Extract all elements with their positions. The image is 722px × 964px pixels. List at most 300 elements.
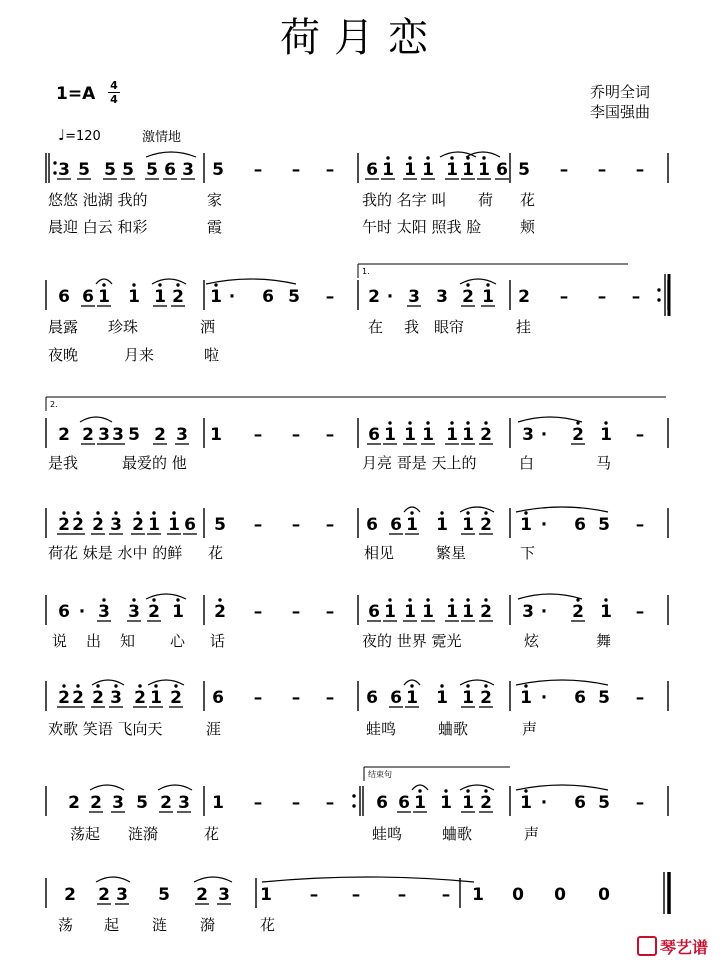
octave-dot (657, 288, 660, 291)
note: – (351, 885, 361, 905)
octave-dot (524, 511, 527, 514)
note: 1 (212, 793, 224, 813)
octave-dot (484, 684, 487, 687)
lyric-text: 起 (104, 916, 120, 934)
note: 1 (98, 287, 110, 307)
note: 5 (598, 793, 610, 813)
octave-dot (524, 789, 527, 792)
note: 6 (262, 287, 274, 307)
note: 6 (164, 160, 176, 180)
note: 1 (150, 688, 162, 708)
note: 1 (520, 793, 532, 813)
slur (152, 279, 186, 284)
octave-dot (152, 511, 155, 514)
slur (516, 785, 608, 790)
note: 2 (92, 688, 104, 708)
note: 2 (368, 287, 380, 307)
note: – (635, 688, 645, 708)
note: – (291, 602, 301, 622)
lyric-text: 下 (520, 544, 536, 562)
lyric-text: 花 (208, 544, 224, 562)
octave-dot (388, 598, 391, 601)
octave-dot (440, 511, 443, 514)
octave-dot (62, 684, 65, 687)
note: 3 (110, 688, 122, 708)
note: 2 (64, 885, 76, 905)
lyric-text: 在 (368, 318, 384, 336)
note: 6 (376, 793, 388, 813)
note: – (291, 160, 301, 180)
note: 2 (214, 602, 226, 622)
note: 1 (600, 602, 612, 622)
note: 1 (406, 688, 418, 708)
note: 6 (58, 287, 70, 307)
note: 3 (116, 885, 128, 905)
page-title: 荷月恋 (280, 15, 442, 61)
octave-dot (96, 684, 99, 687)
octave-dot (62, 511, 65, 514)
note: 2 (98, 885, 110, 905)
octave-dot (102, 598, 105, 601)
lyric-text: 荷花 妹是 水中 的鲜 (48, 544, 183, 562)
octave-dot (138, 684, 141, 687)
lyric-text: 颊 (520, 218, 536, 236)
lyric-text: 霞 (207, 218, 223, 236)
note: 3 (98, 602, 110, 622)
note: 2 (480, 425, 492, 445)
note: – (325, 287, 335, 307)
note: – (325, 688, 335, 708)
octave-dot (576, 421, 579, 424)
note: · (228, 287, 236, 307)
lyric-text: 啦 (204, 346, 220, 364)
octave-dot (426, 156, 429, 159)
octave-dot (466, 421, 469, 424)
note: 2 (72, 688, 84, 708)
note: 3 (178, 793, 190, 813)
lyric-text: 夜晚 (48, 346, 79, 364)
note: 1 (446, 425, 458, 445)
octave-dot (444, 789, 447, 792)
note: 2 (572, 602, 584, 622)
note: 6 (368, 425, 380, 445)
lyric-text: 漪 (200, 916, 216, 934)
note: 2 (68, 793, 80, 813)
slur (262, 877, 474, 882)
note: – (309, 885, 319, 905)
note: 2 (72, 515, 84, 535)
slur (460, 279, 496, 284)
note: 2 (58, 425, 70, 445)
note: 1 (482, 287, 494, 307)
note: 5 (598, 688, 610, 708)
note: 1 (462, 602, 474, 622)
slur (92, 680, 124, 685)
note: · (540, 688, 548, 708)
lyric-text: 相见 (364, 544, 395, 562)
note: 2 (148, 602, 160, 622)
slur (404, 680, 420, 685)
note: 2 (480, 688, 492, 708)
slur (194, 877, 232, 882)
octave-dot (450, 598, 453, 601)
note: · (78, 602, 86, 622)
note: – (325, 515, 335, 535)
slur (460, 507, 494, 512)
octave-dot (466, 684, 469, 687)
note: 2 (170, 688, 182, 708)
lyric-text: 夜的 世界 霓光 (362, 632, 462, 650)
slur (148, 680, 184, 685)
note: 1 (422, 425, 434, 445)
octave-dot (484, 421, 487, 424)
octave-dot (53, 161, 56, 164)
note: 0 (512, 885, 524, 905)
note: 2 (172, 287, 184, 307)
note: 1 (472, 885, 484, 905)
octave-dot (352, 804, 355, 807)
note: 3 (128, 602, 140, 622)
time-bottom: 4 (110, 93, 118, 106)
octave-dot (410, 684, 413, 687)
note: – (635, 793, 645, 813)
note: 5 (518, 160, 530, 180)
note: 1 (384, 602, 396, 622)
note: 1 (462, 688, 474, 708)
octave-dot (174, 684, 177, 687)
lyric-text: 眼帘 (434, 318, 465, 336)
slur (158, 785, 192, 790)
note: 1 (404, 160, 416, 180)
note: 1 (384, 425, 396, 445)
note: 6 (368, 602, 380, 622)
lyricist: 乔明全词 (590, 83, 651, 101)
note: – (291, 425, 301, 445)
lyric-text: 洒 (200, 318, 216, 336)
note: · (540, 793, 548, 813)
note: 6 (574, 688, 586, 708)
octave-dot (154, 684, 157, 687)
slur (80, 417, 112, 422)
note: – (253, 688, 263, 708)
note: – (597, 287, 607, 307)
note: 1 (404, 425, 416, 445)
lyric-text: 月亮 哥是 天上的 (362, 454, 477, 472)
note: 2 (480, 515, 492, 535)
note: – (441, 885, 451, 905)
note: – (325, 602, 335, 622)
lyric-text: 挂 (516, 318, 532, 336)
octave-dot (486, 283, 489, 286)
tempo-marking: ♩=120 (58, 126, 101, 144)
octave-dot (53, 171, 56, 174)
octave-dot (386, 156, 389, 159)
note: 6 (366, 515, 378, 535)
octave-dot (132, 598, 135, 601)
note: 1 (414, 793, 426, 813)
slur (96, 877, 130, 882)
note: – (253, 793, 263, 813)
lyric-text: 是我 (48, 454, 79, 472)
note: 0 (554, 885, 566, 905)
note: 3 (112, 425, 124, 445)
octave-dot (450, 421, 453, 424)
slur (518, 417, 582, 422)
lyric-text: 最爱的 他 (122, 454, 187, 472)
octave-dot (76, 511, 79, 514)
note: – (635, 425, 645, 445)
note: 5 (136, 793, 148, 813)
note: 6 (398, 793, 410, 813)
lyric-text: 话 (210, 632, 226, 650)
octave-dot (152, 598, 155, 601)
watermark-logo: 琴艺谱 (637, 935, 708, 958)
note: 2 (518, 287, 530, 307)
note: 1 (462, 160, 474, 180)
octave-dot (426, 598, 429, 601)
note: 1 (422, 160, 434, 180)
note: · (386, 287, 394, 307)
slur (146, 594, 186, 599)
octave-dot (418, 789, 421, 792)
note: 2 (572, 425, 584, 445)
slur (412, 785, 428, 790)
note: 1 (168, 515, 180, 535)
note: – (635, 602, 645, 622)
note: 2 (480, 602, 492, 622)
note: – (559, 160, 569, 180)
octave-dot (482, 156, 485, 159)
note: · (540, 425, 548, 445)
note: 6 (58, 602, 70, 622)
slur (460, 680, 494, 685)
lyric-text: 午时 太阳 照我 脸 (362, 218, 482, 236)
slur (518, 594, 582, 599)
octave-dot (102, 283, 105, 286)
note: 5 (104, 160, 116, 180)
octave-dot (176, 598, 179, 601)
octave-dot (408, 156, 411, 159)
logo-icon (637, 936, 657, 956)
composer: 李国强曲 (590, 103, 651, 121)
note: 1 (148, 515, 160, 535)
lyric-text: 蛐歌 (438, 720, 469, 738)
volta-2-label: 2. (50, 400, 58, 409)
octave-dot (484, 789, 487, 792)
note: 1 (600, 425, 612, 445)
note: 2 (58, 515, 70, 535)
lyric-text: 声 (522, 720, 538, 738)
octave-dot (408, 598, 411, 601)
note: – (291, 793, 301, 813)
slur (96, 279, 112, 284)
note: 3 (408, 287, 420, 307)
note: 1 (520, 688, 532, 708)
lyric-text: 涯 (206, 720, 222, 738)
note: 6 (366, 160, 378, 180)
note: 2 (90, 793, 102, 813)
octave-dot (466, 511, 469, 514)
note: 1 (404, 602, 416, 622)
octave-dot (450, 156, 453, 159)
lyric-text: 晨露 (48, 318, 79, 336)
note: 6 (390, 515, 402, 535)
coda-bracket-label: 结束句 (368, 770, 392, 779)
note: – (635, 160, 645, 180)
lyric-text: 花 (260, 916, 276, 934)
note: 6 (574, 793, 586, 813)
note: 6 (390, 688, 402, 708)
note: 1 (210, 287, 222, 307)
note: – (291, 688, 301, 708)
note: 1 (440, 793, 452, 813)
slur (206, 279, 296, 284)
note: 1 (462, 793, 474, 813)
note: – (253, 425, 263, 445)
lyric-text: 晨迎 白云 和彩 (48, 218, 148, 236)
note: 1 (406, 515, 418, 535)
note: – (253, 515, 263, 535)
note: – (291, 515, 301, 535)
note: – (253, 602, 263, 622)
note: 2 (134, 688, 146, 708)
octave-dot (172, 511, 175, 514)
lyric-text: 繁星 (436, 544, 467, 562)
note: 6 (366, 688, 378, 708)
slur (404, 507, 420, 512)
note: 3 (176, 425, 188, 445)
note: 2 (82, 425, 94, 445)
note: 1 (154, 287, 166, 307)
slur (460, 785, 494, 790)
note: 5 (128, 425, 140, 445)
lyric-text: 花 (204, 825, 220, 843)
note: – (325, 160, 335, 180)
key-signature: 1=A (56, 84, 96, 104)
octave-dot (484, 511, 487, 514)
note: – (559, 287, 569, 307)
lyric-text: 说 (52, 632, 68, 650)
note: 1 (520, 515, 532, 535)
note: 2 (160, 793, 172, 813)
lyric-text: 花 (520, 191, 536, 209)
octave-dot (408, 421, 411, 424)
note: 3 (182, 160, 194, 180)
note: 3 (522, 602, 534, 622)
note: 3 (218, 885, 230, 905)
note: 1 (422, 602, 434, 622)
slur (516, 507, 608, 512)
note: 0 (598, 885, 610, 905)
slur (90, 785, 124, 790)
octave-dot (114, 684, 117, 687)
note: 1 (382, 160, 394, 180)
slur (146, 152, 196, 157)
lyric-text: 出 (86, 632, 102, 650)
octave-dot (426, 421, 429, 424)
note: 3 (436, 287, 448, 307)
octave-dot (576, 598, 579, 601)
note: 1 (478, 160, 490, 180)
lyric-text: 白 (519, 454, 535, 472)
note: 2 (92, 515, 104, 535)
time-top: 4 (110, 79, 118, 92)
note: 3 (98, 425, 110, 445)
note: 2 (196, 885, 208, 905)
lyric-text: 荡 (58, 916, 74, 934)
note: 5 (158, 885, 170, 905)
note: 1 (210, 425, 222, 445)
note: 3 (110, 515, 122, 535)
note: 1 (446, 602, 458, 622)
octave-dot (114, 511, 117, 514)
quarter-note-icon: ♩ (58, 126, 66, 144)
note: 5 (212, 160, 224, 180)
note: 3 (112, 793, 124, 813)
octave-dot (218, 598, 221, 601)
note: – (597, 160, 607, 180)
lyric-text: 家 (207, 191, 223, 209)
note: 3 (58, 160, 70, 180)
note: 5 (146, 160, 158, 180)
volta-1-label: 1. (362, 267, 370, 276)
note: · (540, 515, 548, 535)
note: 2 (480, 793, 492, 813)
lyric-text: 欢歌 笑语 飞向天 (48, 720, 163, 738)
octave-dot (410, 511, 413, 514)
note: 6 (212, 688, 224, 708)
lyric-text: 珍珠 (108, 318, 139, 336)
lyric-text: 蛙鸣 (372, 825, 403, 843)
lyric-text: 炫 (524, 632, 540, 650)
note: – (325, 793, 335, 813)
note: 5 (598, 515, 610, 535)
lyric-text: 声 (524, 825, 540, 843)
octave-dot (352, 794, 355, 797)
octave-dot (466, 283, 469, 286)
lyric-text: 马 (596, 454, 612, 472)
note: 1 (462, 515, 474, 535)
note: 1 (446, 160, 458, 180)
lyric-text: 荷 (478, 191, 494, 209)
slur (516, 680, 608, 685)
note: 1 (172, 602, 184, 622)
lyric-text: 舞 (596, 632, 612, 650)
lyric-text: 涟 (152, 916, 168, 934)
lyric-text: 蛐歌 (442, 825, 473, 843)
octave-dot (484, 598, 487, 601)
lyric-text: 悠悠 池湖 我的 (48, 191, 148, 209)
octave-dot (524, 684, 527, 687)
octave-dot (604, 598, 607, 601)
octave-dot (440, 684, 443, 687)
note: · (540, 602, 548, 622)
lyric-text: 蛙鸣 (366, 720, 397, 738)
octave-dot (96, 511, 99, 514)
note: 2 (462, 287, 474, 307)
lyric-text: 心 (170, 632, 186, 650)
octave-dot (132, 283, 135, 286)
lyric-text: 月来 (124, 346, 155, 364)
lyric-text: 涟漪 (128, 825, 159, 843)
note: 1 (128, 287, 140, 307)
octave-dot (214, 283, 217, 286)
note: – (325, 425, 335, 445)
note: – (631, 287, 641, 307)
note: 3 (522, 425, 534, 445)
note: 1 (462, 425, 474, 445)
note: 5 (214, 515, 226, 535)
